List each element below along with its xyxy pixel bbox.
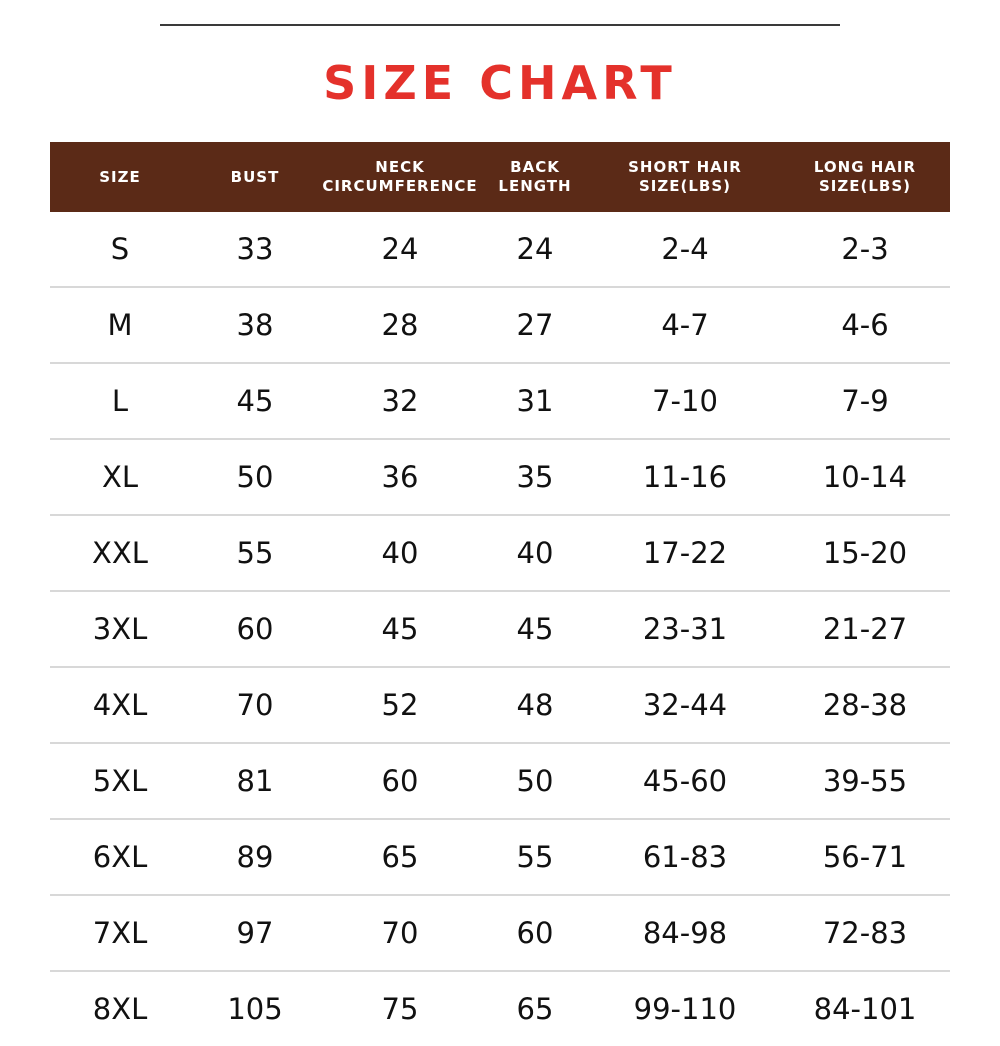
- header-line: NECK: [375, 158, 425, 177]
- table-row: [50, 439, 950, 515]
- header-line: LENGTH: [498, 177, 572, 195]
- column-header-back-length: [480, 142, 590, 212]
- cell-back: 31: [480, 363, 590, 439]
- cell-size: XL: [50, 439, 190, 515]
- cell-long-hair: 10-14: [780, 439, 950, 515]
- table-row: [50, 743, 950, 819]
- cell-back: 24: [480, 212, 590, 287]
- cell-neck: 24: [320, 212, 480, 287]
- column-header-bust: [190, 142, 320, 212]
- cell-short-hair: 45-60: [590, 743, 780, 819]
- cell-size: L: [50, 363, 190, 439]
- header-line: BUST: [230, 167, 280, 186]
- cell-short-hair: 84-98: [590, 895, 780, 971]
- cell-short-hair: 23-31: [590, 591, 780, 667]
- cell-bust: 33: [190, 212, 320, 287]
- cell-bust: 38: [190, 287, 320, 363]
- cell-back: 40: [480, 515, 590, 591]
- column-header-long-hair-size: [780, 142, 950, 212]
- cell-long-hair: 39-55: [780, 743, 950, 819]
- cell-back: 55: [480, 819, 590, 895]
- cell-long-hair: 56-71: [780, 819, 950, 895]
- cell-long-hair: 7-9: [780, 363, 950, 439]
- cell-neck: 75: [381, 992, 419, 1026]
- header-line: SIZE(LBS): [638, 177, 731, 195]
- table-row: [50, 212, 950, 287]
- table-row: [50, 287, 950, 363]
- cell-long-hair: 21-27: [780, 591, 950, 667]
- header-line: LONG HAIR: [813, 158, 917, 177]
- cell-short-hair: 7-10: [590, 363, 780, 439]
- cell-size: 3XL: [50, 591, 190, 667]
- cell-back: 65: [516, 992, 554, 1026]
- table-row: [50, 895, 950, 971]
- cell-bust: 105: [227, 992, 283, 1026]
- cell-back: 27: [480, 287, 590, 363]
- cell-short-hair: 32-44: [590, 667, 780, 743]
- table-row: [50, 667, 950, 743]
- cell-size: 8XL: [92, 992, 148, 1026]
- column-header-neck-circumference: [320, 142, 480, 212]
- cell-short-hair: 99-110: [633, 992, 737, 1026]
- top-divider: [160, 24, 840, 26]
- size-chart-table: [50, 142, 950, 1046]
- cell-neck: 70: [320, 895, 480, 971]
- header-line: SHORT HAIR: [628, 158, 742, 177]
- cell-short-hair: 61-83: [590, 819, 780, 895]
- cell-bust: 81: [190, 743, 320, 819]
- cell-back: 45: [480, 591, 590, 667]
- cell-size: 4XL: [50, 667, 190, 743]
- cell-short-hair: 11-16: [590, 439, 780, 515]
- cell-long-hair: 28-38: [780, 667, 950, 743]
- cell-bust: 60: [190, 591, 320, 667]
- cell-short-hair: 2-4: [590, 212, 780, 287]
- table-row: [50, 819, 950, 895]
- cell-back: 48: [480, 667, 590, 743]
- cell-bust: 97: [190, 895, 320, 971]
- column-header-short-hair-size: [590, 142, 780, 212]
- size-chart-table-container: [50, 142, 950, 1046]
- header-line: CIRCUMFERENCE: [322, 177, 478, 195]
- column-header-size: [50, 142, 190, 212]
- cell-back: 50: [480, 743, 590, 819]
- cell-neck: 45: [320, 591, 480, 667]
- cell-bust: 89: [190, 819, 320, 895]
- header-line: BACK: [510, 158, 560, 177]
- cell-bust: 45: [190, 363, 320, 439]
- cell-neck: 65: [320, 819, 480, 895]
- cell-size: XXL: [50, 515, 190, 591]
- cell-long-hair: 15-20: [780, 515, 950, 591]
- table-header: [50, 142, 950, 212]
- table-row: [50, 515, 950, 591]
- cell-neck: 36: [320, 439, 480, 515]
- cell-neck: 60: [320, 743, 480, 819]
- cell-neck: 52: [320, 667, 480, 743]
- cell-size: S: [50, 212, 190, 287]
- cell-bust: 50: [190, 439, 320, 515]
- cell-size: 5XL: [50, 743, 190, 819]
- table-row: [50, 363, 950, 439]
- cell-short-hair: 17-22: [590, 515, 780, 591]
- table-row: [50, 971, 950, 1046]
- cell-size: 6XL: [50, 819, 190, 895]
- cell-long-hair: 4-6: [780, 287, 950, 363]
- cell-size: M: [50, 287, 190, 363]
- cell-size: 7XL: [50, 895, 190, 971]
- cell-neck: 40: [320, 515, 480, 591]
- cell-long-hair: 72-83: [780, 895, 950, 971]
- cell-bust: 70: [190, 667, 320, 743]
- cell-long-hair: 2-3: [780, 212, 950, 287]
- cell-neck: 28: [320, 287, 480, 363]
- page-title: SIZE CHART: [323, 56, 677, 110]
- cell-short-hair: 4-7: [590, 287, 780, 363]
- table-body: [50, 212, 950, 1046]
- cell-bust: 55: [190, 515, 320, 591]
- table-header-row: [50, 142, 950, 212]
- header-line: SIZE: [99, 167, 141, 186]
- header-line: SIZE(LBS): [818, 177, 911, 195]
- cell-neck: 32: [320, 363, 480, 439]
- cell-back: 60: [480, 895, 590, 971]
- cell-long-hair: 84-101: [813, 992, 917, 1026]
- cell-back: 35: [480, 439, 590, 515]
- table-row: [50, 591, 950, 667]
